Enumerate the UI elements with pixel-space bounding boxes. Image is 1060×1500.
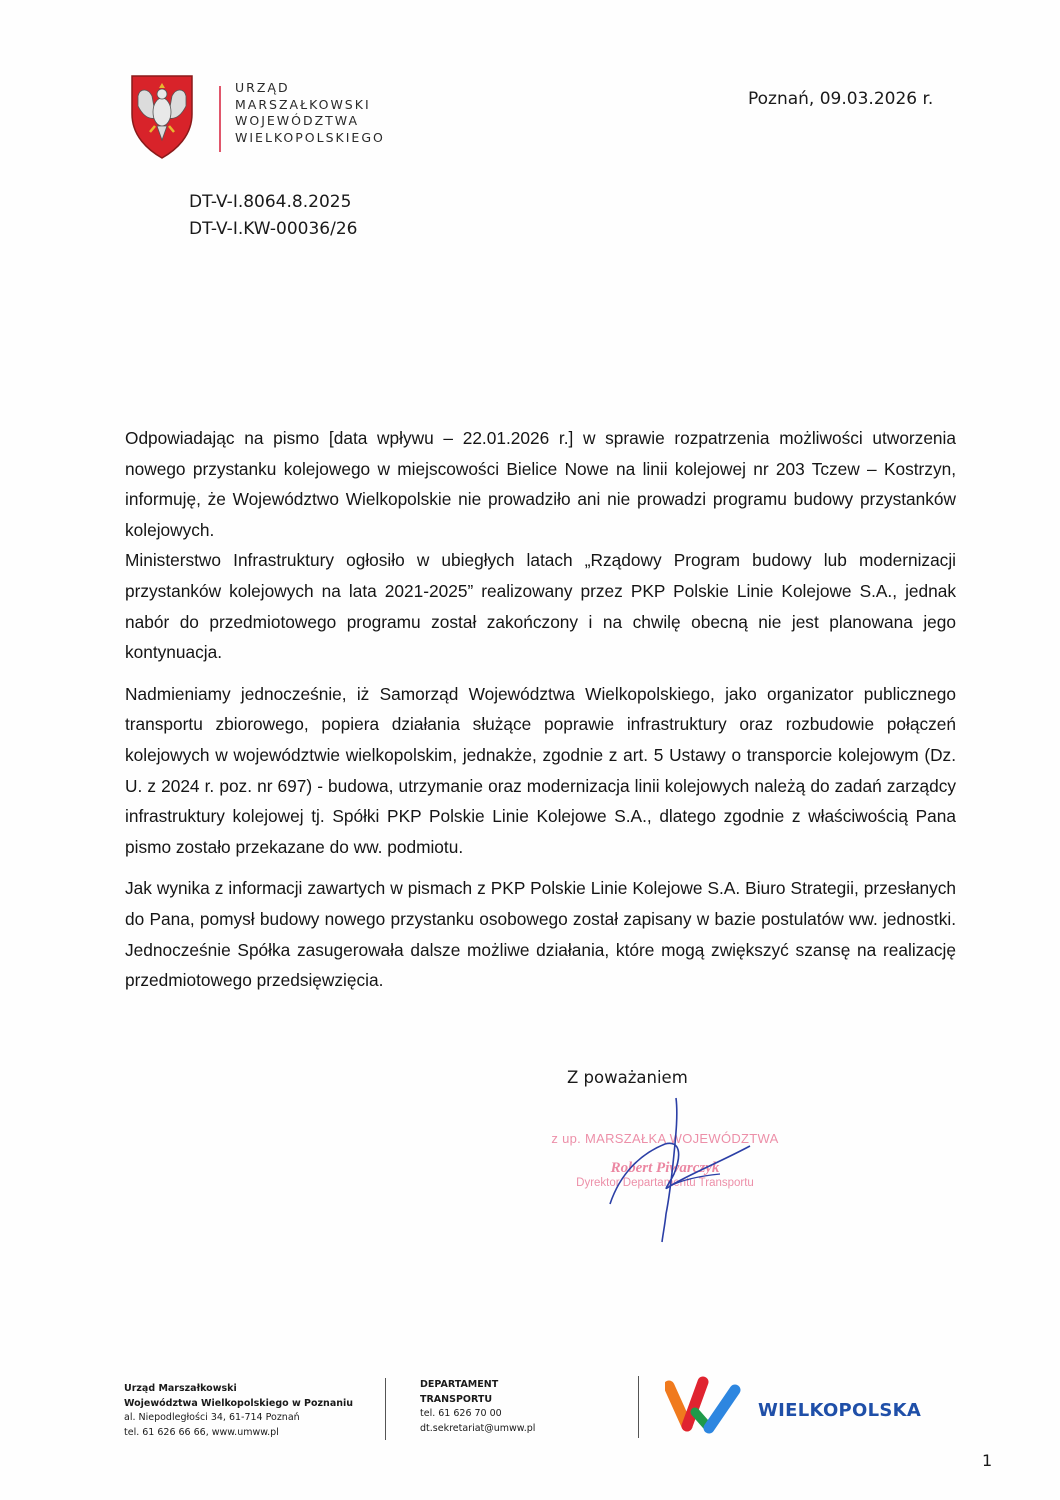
logo-divider <box>219 86 221 152</box>
letter-body <box>125 423 956 996</box>
coat-of-arms-icon <box>130 74 194 160</box>
office-logo <box>130 74 410 164</box>
footer-department-name: DEPARTAMENT <box>420 1379 499 1390</box>
reference-number: DT-V-I.8064.8.2025 <box>189 192 352 212</box>
footer-department-phone: tel. 61 626 70 00 <box>420 1408 502 1419</box>
stamp-name: Robert Piwarczyk <box>610 1160 720 1176</box>
letter-date: Poznań, 09.03.2026 r. <box>748 89 934 109</box>
footer-office-name: Województwa Wielkopolskiego w Poznaniu <box>124 1397 354 1409</box>
reference-number: DT-V-I.KW-00036/26 <box>189 219 358 239</box>
footer-office-info <box>124 1382 353 1440</box>
office-name-line: URZĄD <box>235 80 290 95</box>
footer-office-address: al. Niepodległości 34, 61-714 Poznań <box>124 1412 300 1423</box>
reference-numbers <box>189 189 357 243</box>
body-paragraph: Ministerstwo Infrastruktury ogłosiło w ubiegłych latach „Rządowy Program budowy lub modernizacji przystanków kolejowych na lata 2021-2025” realizowany przez PKP Polskie Linie Kolejowe S.A., jednak nabór do przedmiotowego programu został zakończony i na chwilę obecną nie jest planowana jego kontynuacja. <box>125 550 956 663</box>
office-name-line: WOJEWÓDZTWA <box>235 113 360 128</box>
office-name <box>235 80 385 146</box>
footer-department-email: dt.sekretariat@umww.pl <box>420 1422 536 1434</box>
closing-salutation: Z poważaniem <box>567 1068 688 1087</box>
footer-office-contact: tel. 61 626 66 66, www.umww.pl <box>124 1426 279 1438</box>
body-paragraph: Nadmieniamy jednocześnie, iż Samorząd Województwa Wielkopolskiego, jako organizator publicznego transportu zbiorowego, popiera działania służące poprawie infrastruktury oraz rozbudowie połączeń kolejowych w województwie wielkopolskim, jednakże, zgodnie z art. 5 Ustawy o transporcie kolejowym (Dz. U. z 2024 r. poz. nr 697) - budowa, utrzymanie oraz modernizacja linii kolejowych należą do zadań zarządcy infrastruktury kolejowej tj. Spółki PKP Polskie Linie Kolejowe S.A., dlatego zgodnie z właściwością Pana pismo zostało przekazane do ww. podmiotu. <box>125 683 956 857</box>
wielkopolska-w-logo-icon <box>665 1376 745 1436</box>
footer-divider <box>638 1376 639 1438</box>
footer-divider <box>385 1378 386 1440</box>
body-paragraph: Odpowiadając na pismo [data wpływu – 22.01.2026 r.] w sprawie rozpatrzenia możliwości utworzenia nowego przystanku kolejowego w miejscowości Bielice Nowe na linii kolejowej nr 203 Tczew – Kostrzyn, informuję, że Województwo Wielkopolskie nie prowadziło ani nie prowadzi programu budowy przystanków kolejowych. <box>125 428 956 540</box>
footer-department-name: TRANSPORTU <box>420 1393 493 1405</box>
office-name-line: MARSZAŁKOWSKI <box>235 96 371 112</box>
footer-office-name: Urząd Marszałkowski <box>124 1383 237 1394</box>
footer-department-info <box>420 1378 535 1436</box>
handwritten-signature-icon <box>570 1094 770 1244</box>
wielkopolska-brand-text: WIELKOPOLSKA <box>758 1400 922 1421</box>
stamp-role: Dyrektor Departamentu Transportu <box>576 1177 754 1189</box>
office-name-line: WIELKOPOLSKIEGO <box>235 129 385 145</box>
page-number: 1 <box>982 1451 993 1470</box>
body-paragraph: Jak wynika z informacji zawartych w pismach z PKP Polskie Linie Kolejowe S.A. Biuro Strategii, przesłanych do Pana, pomysł budowy nowego przystanku osobowego został zapisany w bazie postulatów ww. jednostki. Jednocześnie Spółka zasugerowała dalsze możliwe działania, które mogą zwiększyć szansę na realizację przedmiotowego przedsięwzięcia. <box>125 878 956 991</box>
stamp-authority: z up. MARSZAŁKA WOJEWÓDZTWA <box>551 1131 779 1146</box>
